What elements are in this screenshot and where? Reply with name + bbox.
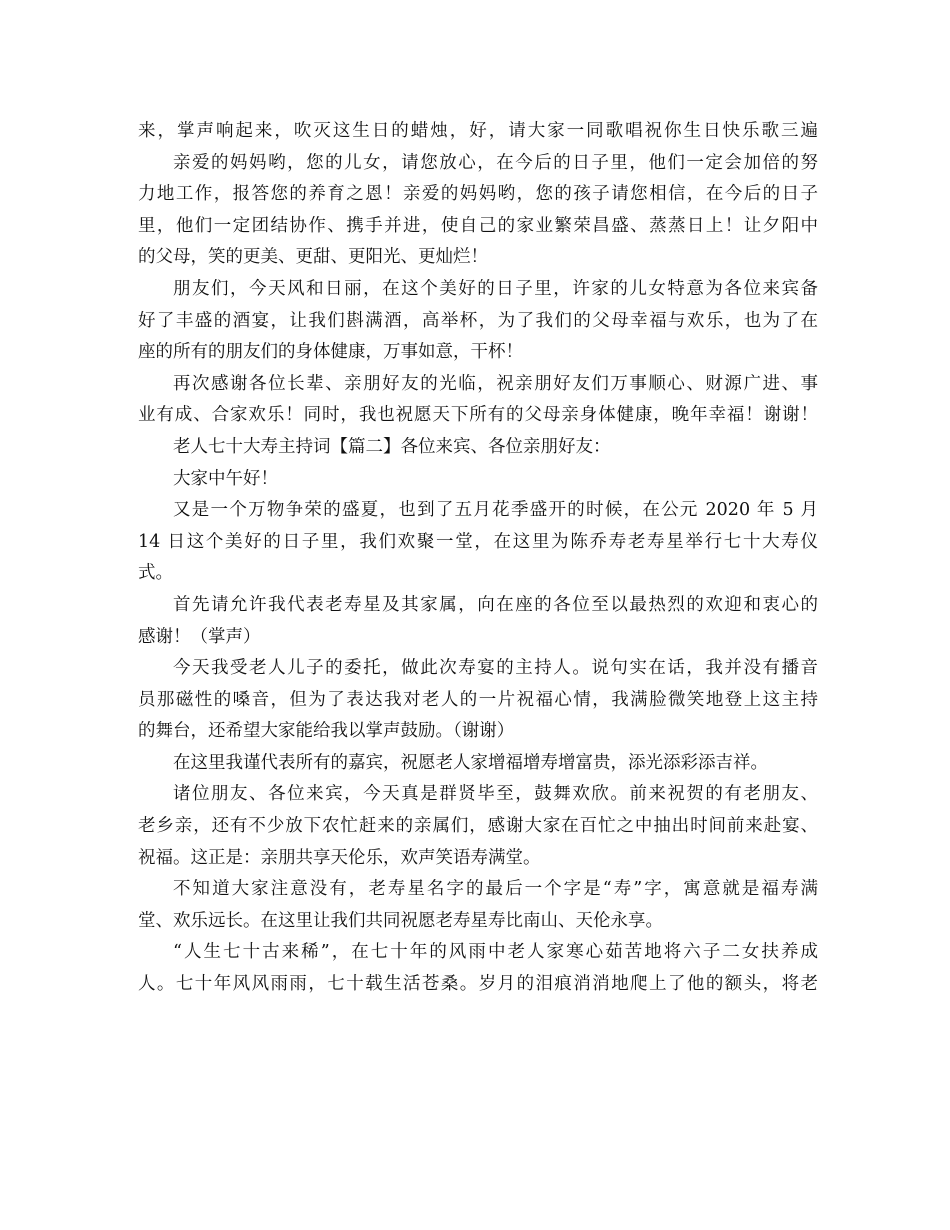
text-line: 好了丰盛的酒宴，让我们斟满酒，高举杯，为了我们的父母幸福与欢乐，也为了在 [138, 310, 818, 331]
text-line: 力地工作，报答您的养育之恩！亲爱的妈妈哟，您的孩子请您相信，在今后的日子 [138, 184, 818, 205]
text-line: 首先请允许我代表老寿星及其家属，向在座的各位至以最热烈的欢迎和衷心的 [173, 594, 818, 615]
text-line: 业有成、合家欢乐！同时，我也祝愿天下所有的父母亲身体健康，晚年幸福！谢谢！ [138, 405, 818, 426]
document-page [138, 116, 818, 1001]
text-line: 的舞台，还希望大家能给我以掌声鼓励。（谢谢） [138, 721, 515, 742]
text-line: 亲爱的妈妈哟，您的儿女，请您放心，在今后的日子里，他们一定会加倍的努 [173, 152, 818, 173]
text-line: “人生七十古来稀”，在七十年的风雨中老人家寒心茹苦地将六子二女扶养成 [173, 942, 818, 963]
text-line: 14 日这个美好的日子里，我们欢聚一堂，在这里为陈乔寿老寿星举行七十大寿仪 [138, 531, 818, 552]
section-heading: 老人七十大寿主持词【篇二】各位来宾、各位亲朋好友： [173, 436, 611, 457]
text-line: 朋友们，今天风和日丽，在这个美好的日子里，许家的儿女特意为各位来宾备 [173, 278, 818, 299]
text-line: 式。 [138, 563, 173, 584]
text-line: 祝福。这正是：亲朋共享天伦乐，欢声笑语寿满堂。 [138, 847, 541, 868]
text-line: 员那磁性的嗓音，但为了表达我对老人的一片祝福心情，我满脸微笑地登上这主持 [138, 689, 818, 710]
text-line: 诸位朋友、各位来宾，今天真是群贤毕至，鼓舞欢欣。前来祝贺的有老朋友、 [173, 784, 818, 805]
text-line: 人。七十年风风雨雨，七十载生活苍桑。岁月的泪痕消消地爬上了他的额头，将老 [138, 974, 818, 995]
text-line: 又是一个万物争荣的盛夏，也到了五月花季盛开的时候，在公元 2020 年 5 月 [173, 500, 818, 521]
text-line: 的父母，笑的更美、更甜、更阳光、更灿烂！ [138, 247, 488, 268]
text-line: 来，掌声响起来，吹灭这生日的蜡烛，好，请大家一同歌唱祝你生日快乐歌三遍 [138, 121, 818, 141]
text-line: 老乡亲，还有不少放下农忙赶来的亲属们，感谢大家在百忙之中抽出时间前来赴宴、 [138, 816, 818, 837]
text-line: 感谢！（掌声） [138, 626, 261, 647]
text-line: 不知道大家注意没有，老寿星名字的最后一个字是“寿”字，寓意就是福寿满 [173, 879, 818, 900]
text-line: 座的所有的朋友们的身体健康，万事如意，干杯！ [138, 342, 523, 363]
text-line: 堂、欢乐远长。在这里让我们共同祝愿老寿星寿比南山、天伦永享。 [138, 910, 663, 931]
text-line: 里，他们一定团结协作、携手并进，使自己的家业繁荣昌盛、蒸蒸日上！让夕阳中 [138, 215, 818, 236]
text-line: 再次感谢各位长辈、亲朋好友的光临，祝亲朋好友们万事顺心、财源广进、事 [173, 373, 818, 394]
text-line: 大家中午好！ [173, 468, 278, 489]
text-line: 今天我受老人儿子的委托，做此次寿宴的主持人。说句实在话，我并没有播音 [173, 658, 818, 679]
text-line: 在这里我谨代表所有的嘉宾，祝愿老人家增福增寿增富贵，添光添彩添吉祥。 [173, 752, 768, 773]
